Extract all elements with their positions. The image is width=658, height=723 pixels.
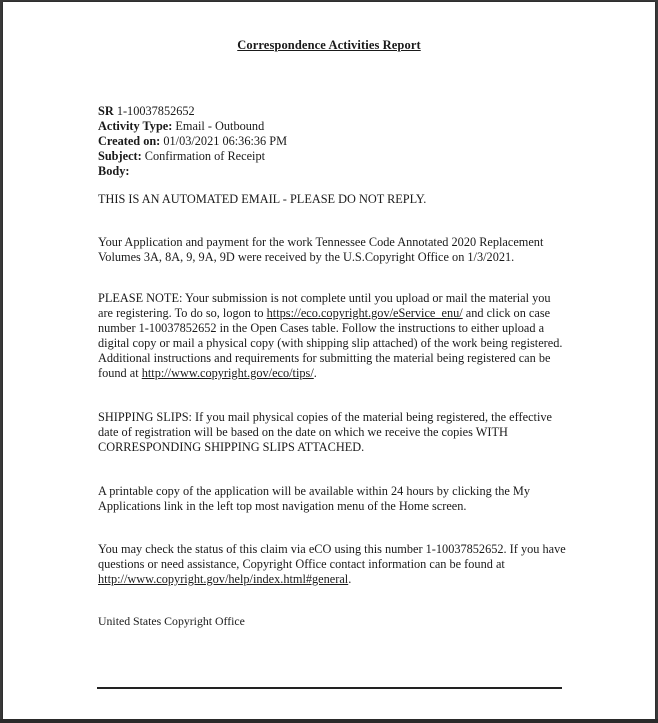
- activity-type-row: [98, 119, 566, 134]
- subject-value: Confirmation of Receipt: [144, 149, 266, 163]
- note-text-3: .: [313, 366, 317, 380]
- please-note-paragraph: [98, 291, 566, 381]
- automated-notice: THIS IS AN AUTOMATED EMAIL - PLEASE DO NOT REPLY.: [98, 192, 427, 206]
- eco-tips-link[interactable]: http://www.copyright.gov/eco/tips/: [141, 366, 314, 380]
- scan-edge: [0, 719, 658, 723]
- note-text-2: and click on case number 1-10037852652 in the Open Cases table. Follow the instructions to either upload a digital copy or mail a physical copy (with shipping slip attached) of the work being registered. Additional instructions and requirements for submitting the material being registered can be found at: [98, 306, 563, 380]
- status-paragraph: [98, 542, 566, 587]
- shipping-slips-paragraph: SHIPPING SLIPS: If you mail physical copies of the material being registered, the effective date of registration will be based on the date on which we receive the copies WITH CORRESPONDING SHIPPING SLIPS ATTACHED.: [98, 410, 552, 454]
- help-link[interactable]: http://www.copyright.gov/help/index.html#general: [98, 572, 349, 586]
- printable-copy-paragraph: A printable copy of the application will be available within 24 hours by clicking the My Applications link in the left top most navigation menu of the Home screen.: [98, 484, 530, 513]
- subject-row: [98, 149, 566, 164]
- status-text-1: You may check the status of this claim via eCO using this number 1-10037852652. If you have questions or need assistance, Copyright Office contact information can be found at: [98, 542, 566, 571]
- activity-type-label: Activity Type:: [98, 119, 173, 133]
- sr-label: SR: [98, 104, 114, 118]
- eservice-link[interactable]: https://eco.copyright.gov/eService_enu/: [266, 306, 463, 320]
- report-content: [98, 104, 566, 629]
- note-text-1: PLEASE NOTE: Your submission is not complete until you upload or mail the material you are registering. To do so, logon to: [98, 291, 551, 320]
- sr-value: 1-10037852652: [116, 104, 195, 118]
- activity-type-value: Email - Outbound: [175, 119, 265, 133]
- created-on-row: [98, 134, 566, 149]
- subject-label: Subject:: [98, 149, 142, 163]
- body-row: [98, 164, 566, 179]
- body-label: Body:: [98, 164, 130, 178]
- status-text-2: .: [348, 572, 352, 586]
- sr-row: [98, 104, 566, 119]
- created-on-value: 01/03/2021 06:36:36 PM: [163, 134, 288, 148]
- created-on-label: Created on:: [98, 134, 161, 148]
- application-paragraph: Your Application and payment for the work Tennessee Code Annotated 2020 Replacement Volumes 3A, 8A, 9, 9A, 9D were received by the U.S.Copyright Office on 1/3/2021.: [98, 235, 544, 264]
- signature: United States Copyright Office: [98, 614, 245, 628]
- bottom-rule: [97, 687, 562, 689]
- page-title: Correspondence Activities Report: [237, 38, 421, 52]
